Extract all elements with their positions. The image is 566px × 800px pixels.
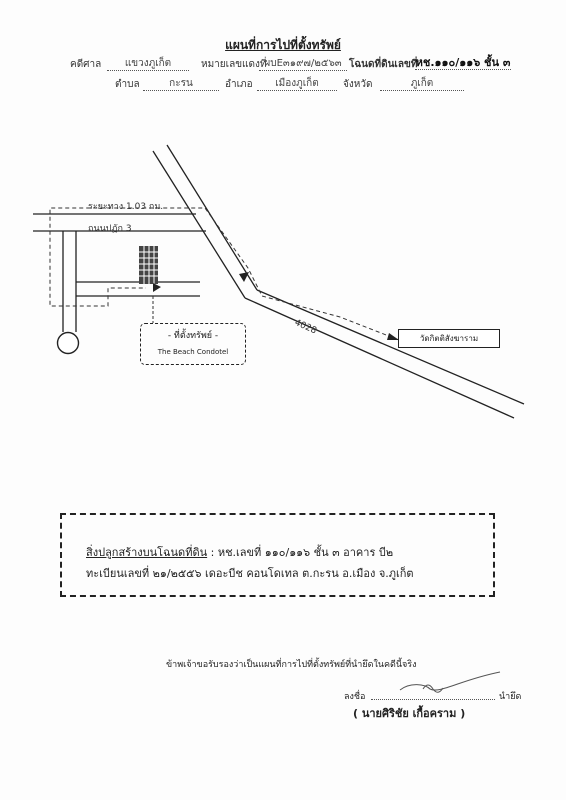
road-4028-label: 4028 bbox=[292, 318, 318, 337]
signature-scribble bbox=[400, 672, 500, 690]
signature-mark bbox=[423, 685, 443, 692]
court-value: แขวงภูเก็ต bbox=[107, 57, 189, 71]
deed-value: หช.๑๑๐/๑๑๖ ชั้น ๓ bbox=[415, 56, 511, 69]
property-label-box bbox=[140, 323, 246, 365]
structure-heading: สิ่งปลูกสร้างบนโฉนดที่ดิน bbox=[86, 546, 208, 559]
property-name: The Beach Condotel bbox=[157, 348, 229, 356]
district-label: อำเภอ bbox=[225, 79, 253, 90]
province-value: ภูเก็ต bbox=[380, 77, 464, 91]
roundabout-circle bbox=[58, 333, 79, 354]
distance-label: ระยะทาง 1.03 กม. bbox=[88, 202, 164, 212]
certification-statement: ข้าพเจ้าขอรับรองว่าเป็นแผนที่การไปที่ตั้งทรัพย์ที่นำยึดในคดีนี้จริง bbox=[166, 660, 417, 670]
signer-name-text: นายศิริชัย เกื้อคราม bbox=[361, 707, 457, 720]
arrow-junction bbox=[239, 272, 249, 282]
sign-label: ลงชื่อ bbox=[344, 692, 366, 702]
temple-label: วัดกิตติสังฆาราม bbox=[398, 329, 500, 348]
case-value: ผบE๓๑๙๗/๒๕๖๓ bbox=[259, 57, 347, 71]
signature-line bbox=[371, 698, 495, 700]
district-value: เมืองภูเก็ต bbox=[257, 77, 337, 91]
road-4028-edge-lower bbox=[245, 298, 514, 418]
structure-line-1-rest: : หช.เลขที่ ๑๑๐/๑๑๖ ชั้น ๓ อาคาร บี๒ bbox=[207, 546, 394, 559]
case-label: หมายเลขแดงที่ bbox=[201, 59, 267, 70]
structure-info-box bbox=[60, 513, 495, 597]
arrow-to-property bbox=[153, 283, 161, 292]
province-label: จังหวัด bbox=[343, 79, 373, 90]
subdistrict-value: กะรน bbox=[143, 77, 219, 91]
structure-line-1 bbox=[86, 543, 393, 561]
property-label: - ที่ตั้งทรัพย์ - bbox=[167, 331, 219, 341]
subdistrict-label: ตำบล bbox=[115, 79, 140, 90]
court-label: คดีศาล bbox=[70, 59, 102, 70]
main-road-edge-right bbox=[167, 145, 257, 290]
signer-name: ( นายศิริชัย เกื้อคราม ) bbox=[353, 707, 466, 720]
main-road-edge-left bbox=[153, 151, 245, 298]
structure-line-2: ทะเบียนเลขที่ ๒๑/๒๕๕๖ เดอะบีช คอนโดเทล ต.กะรน อ.เมือง จ.ภูเก็ต bbox=[86, 567, 414, 580]
seizer-label: นำยึด bbox=[499, 692, 522, 702]
deed-label: โฉนดที่ดินเลขที่ bbox=[349, 59, 418, 70]
document-title: แผนที่การไปที่ตั้งทรัพย์ bbox=[225, 38, 341, 52]
patak-road-label: ถนนปฏัก 3 bbox=[88, 224, 132, 234]
